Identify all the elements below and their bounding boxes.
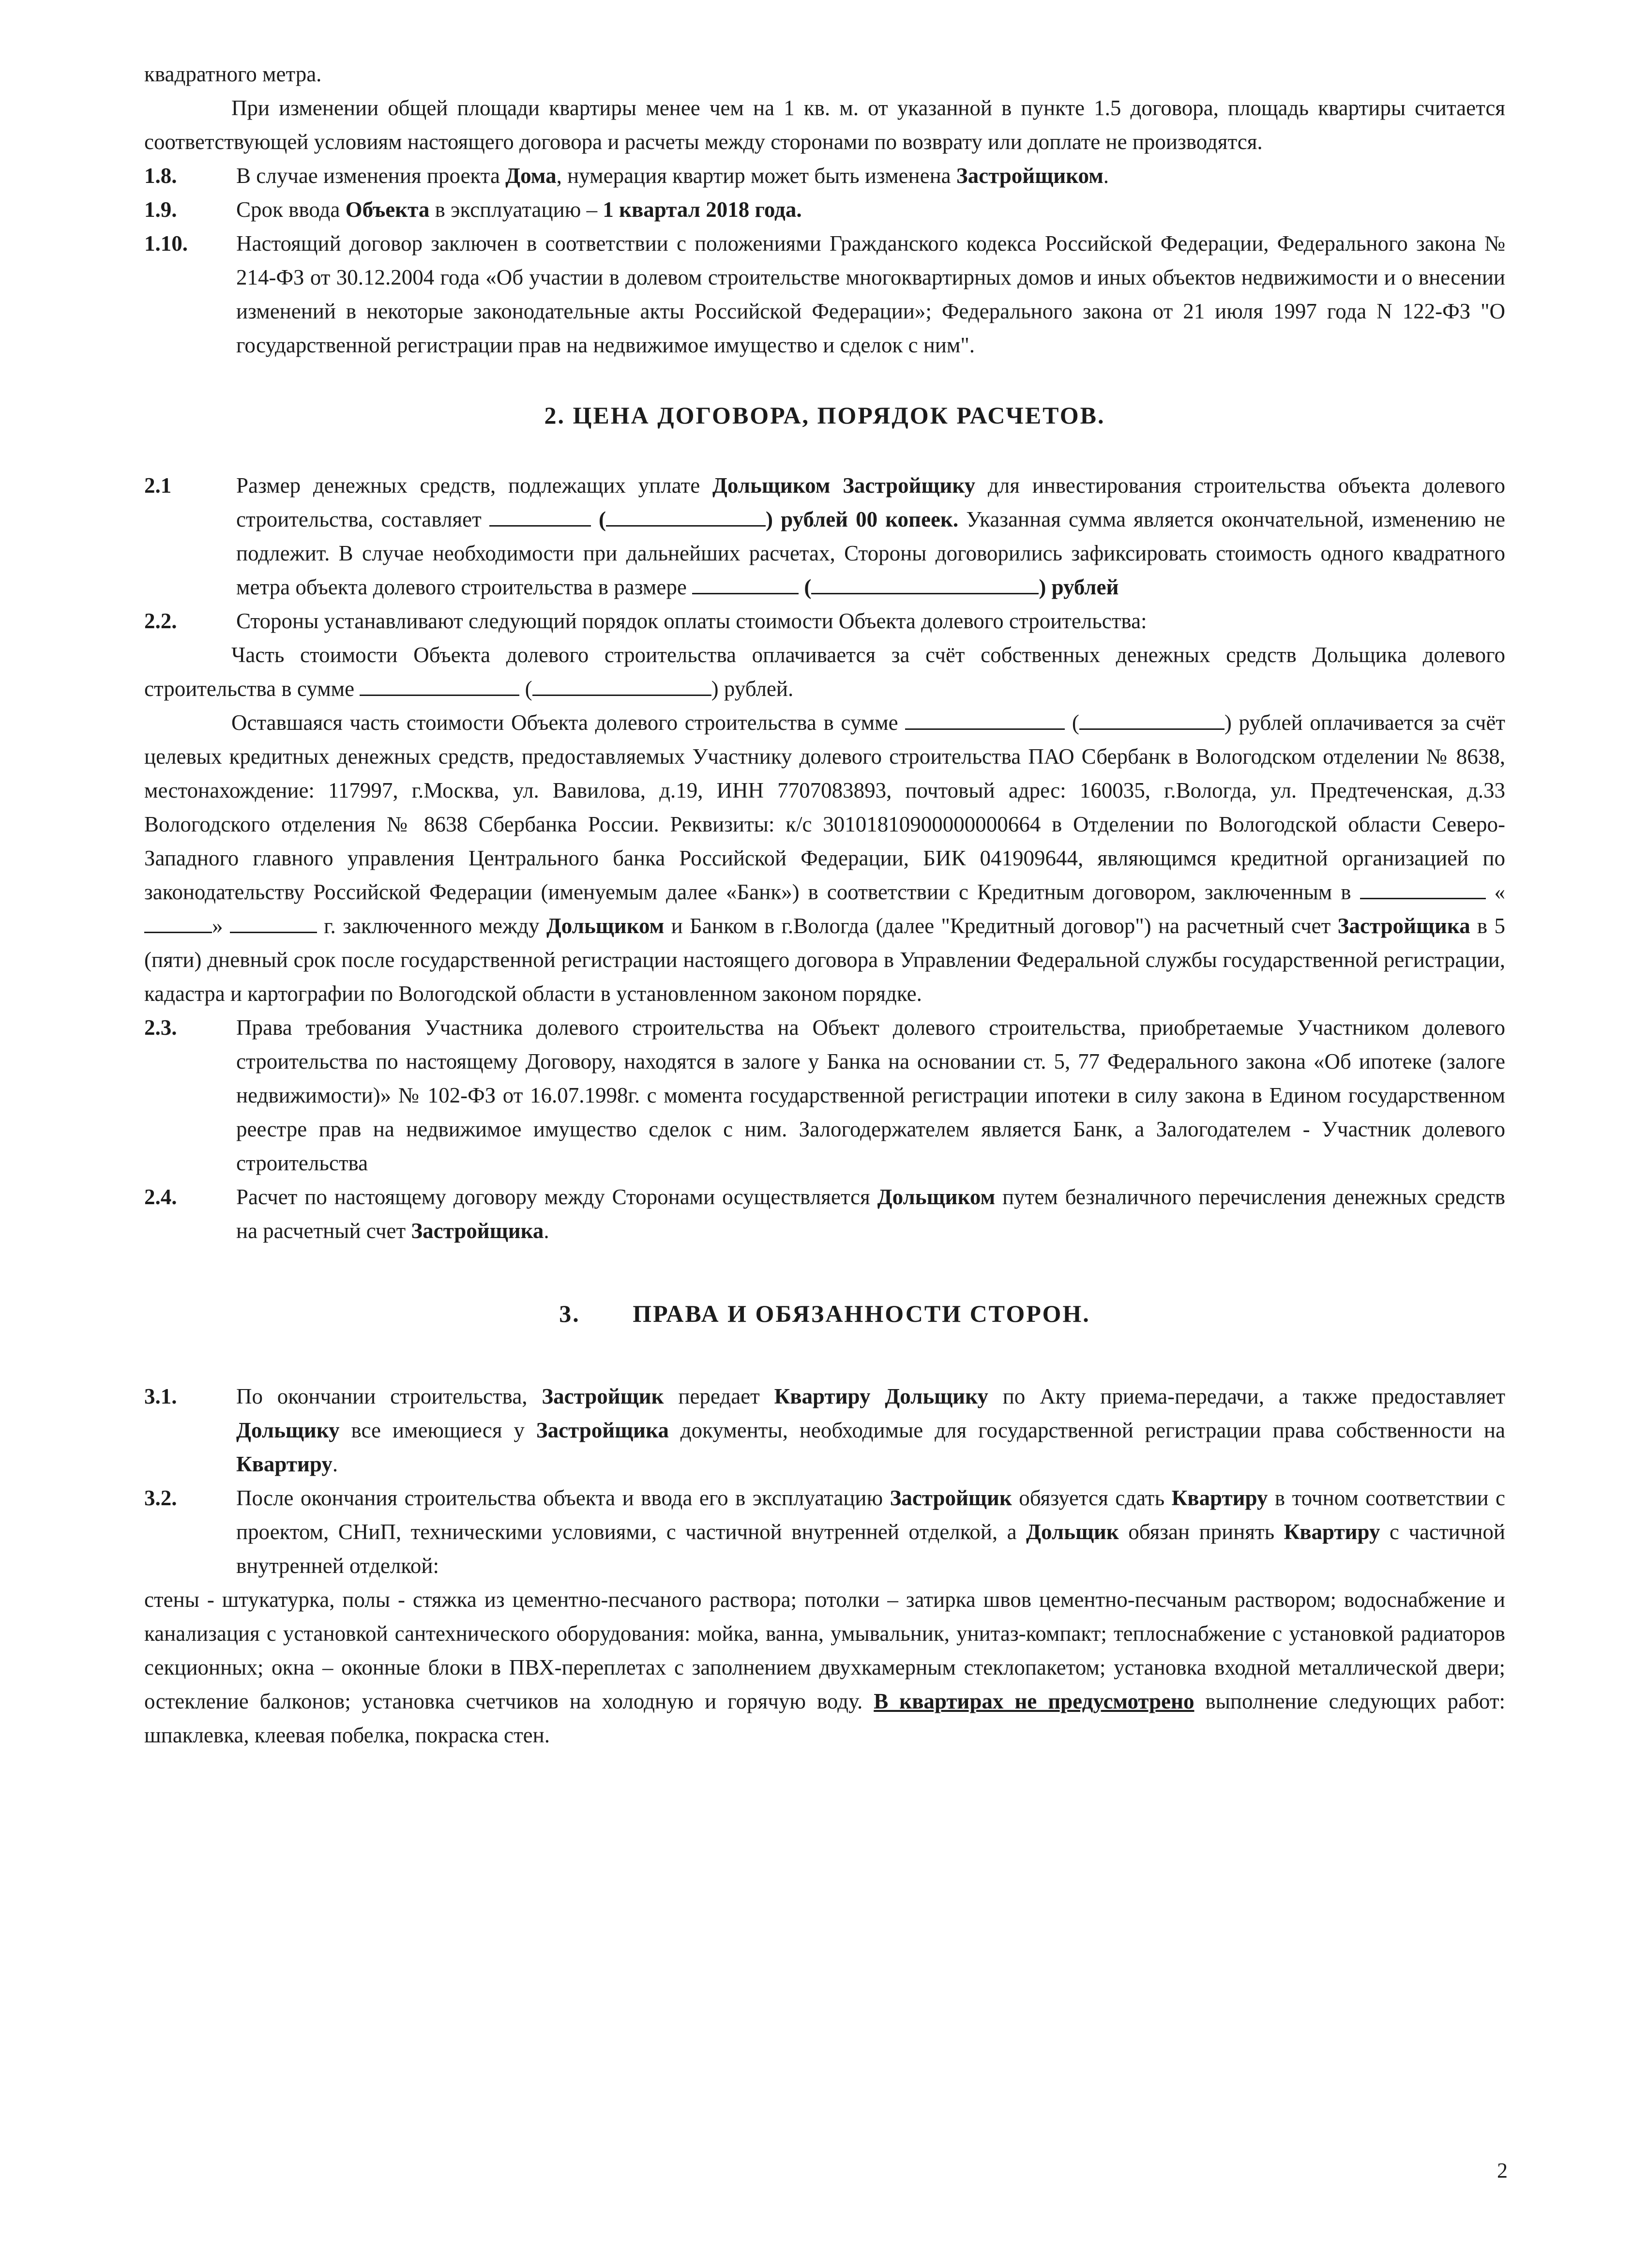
clause-2-1: [144, 469, 1505, 604]
lead-line: квадратного метра.: [144, 62, 322, 86]
clause-number: 2.4.: [144, 1185, 177, 1209]
section-3-title: 3. ПРАВА И ОБЯЗАННОСТИ СТОРОН.: [559, 1300, 1090, 1327]
clause-number: 1.10.: [144, 231, 188, 256]
clause-2-3: [144, 1011, 1505, 1180]
finishing-paragraph: стены - штукатурка, полы - стяжка из цементно-песчаного раствора; потолки – затирка швов цементно-песчаным раствором; водоснабжение и канализация с установкой сантехнического оборудования: мойка, ванна, умывальник, унитаз-компакт; теплоснабжение с установкой радиаторов секционных; окна – оконные блоки в ПВХ-переплетах с заполнением двухкамерным стеклопакетом; установка входной металлической двери; остекление балконов; установка счетчиков на холодную и горячую воду. В квартирах не предусмотрено выполнение следующих работ: шпаклевка, клеевая побелка, покраска стен.: [144, 1588, 1505, 1747]
clause-text: По окончании строительства, Застройщик передает Квартиру Дольщику по Акту приема-передачи, а также предоставляет Дольщику все имеющиеся у Застройщика документы, необходимые для государственной регистрации права собственности на Квартиру.: [236, 1384, 1505, 1476]
credit-funds-paragraph: Оставшаяся часть стоимости Объекта долевого строительства в сумме ( ) рублей оплачивается за счёт целевых кредитных денежных средств, предоставляемых Участнику долевого строительства ПАО Сбербанк в Вологодском отделении № 8638, местонахождение: 117997, г.Москва, ул. Вавилова, д.19, ИНН 7707083893, почтовый адрес: 160035, г.Вологда, ул. Предтеченская, д.33 Вологодского отделения № 8638 Сбербанка России. Реквизиты: к/с 30101810900000000664 в Отделении по Вологодской области Северо-Западного главного управления Центрального банка Российской Федерации, БИК 041909644, являющимся кредитной организацией по законодательству Российской Федерации (именуемым далее «Банк») в соответствии с Кредитным договором, заключенным в «» г. заключенного между Дольщиком и Банком в г.Вологда (далее "Кредитный договор") на расчетный счет Застройщика в 5 (пяти) дневный срок после государственной регистрации настоящего договора в Управлении Федеральной службы государственной регистрации, кадастра и картографии по Вологодской области в установленном законом порядке.: [144, 706, 1505, 1011]
clause-text: Стороны устанавливают следующий порядок оплаты стоимости Объекта долевого строительства:: [236, 609, 1147, 633]
clause-3-1: [144, 1379, 1505, 1481]
own-funds-blank: [360, 675, 519, 696]
clause-number: 3.1.: [144, 1384, 177, 1408]
clause-1-9: [144, 193, 1505, 227]
contract-place-blank: [1360, 878, 1486, 899]
clause-number: 2.1: [144, 473, 172, 498]
amount-words-blank: [606, 506, 766, 527]
clause-text: Размер денежных средств, подлежащих уплате Дольщиком Застройщику для инвестирования строительства объекта долевого строительства, составляет ( ) рублей 00 копеек. Указанная сумма является окончательной, изменению не подлежит. В случае необходимости при дальнейших расчетах, Стороны договорились зафиксировать стоимость одного квадратного метра объекта долевого строительства в размере ( ) рублей: [236, 473, 1506, 599]
clause-number: 2.3.: [144, 1015, 177, 1040]
area-note-paragraph: При изменении общей площади квартиры менее чем на 1 кв. м. от указанной в пункте 1.5 договора, площадь квартиры считается соответствующей условиям настоящего договора и расчеты между сторонами по возврату или доплате не производятся.: [144, 96, 1505, 154]
clause-1-8: [144, 159, 1505, 193]
sqm-price-words-blank: [811, 574, 1039, 594]
section-2-title: 2. ЦЕНА ДОГОВОРА, ПОРЯДОК РАСЧЕТОВ.: [544, 402, 1105, 429]
clause-text: Расчет по настоящему договору между Сторонами осуществляется Дольщиком путем безналичного перечисления денежных средств на расчетный счет Застройщика.: [236, 1185, 1505, 1243]
page-number: 2: [1497, 2159, 1508, 2182]
own-funds-words-blank: [532, 675, 711, 696]
contract-date-blank: [230, 912, 317, 933]
clause-text: После окончания строительства объекта и ввода его в эксплуатацию Застройщик обязуется сдать Квартиру в точном соответствии с проектом, СНиП, техническими условиями, с частичной внутренней отделкой, а Дольщик обязан принять Квартиру с частичной внутренней отделкой:: [236, 1486, 1506, 1578]
clause-number: 1.8.: [144, 164, 177, 188]
clause-3-2: [144, 1481, 1505, 1583]
credit-funds-blank: [905, 709, 1065, 730]
clause-text: В случае изменения проекта Дома, нумерация квартир может быть изменена Застройщиком.: [236, 164, 1109, 188]
clause-number: 1.9.: [144, 197, 177, 222]
sqm-price-blank: [692, 574, 799, 594]
clause-number: 3.2.: [144, 1486, 177, 1510]
clause-2-4: [144, 1180, 1505, 1248]
clause-text: Права требования Участника долевого строительства на Объект долевого строительства, приобретаемые Участником долевого строительства по настоящему Договору, находятся в залоге у Банка на основании ст. 5, 77 Федерального закона «Об ипотеке (залоге недвижимости)» № 102-ФЗ от 16.07.1998г. с момента государственной регистрации ипотеки в силу закона в Едином государственном реестре прав на недвижимое имущество сделок с ним. Залогодержателем является Банк, а Залогодателем - Участник долевого строительства: [236, 1015, 1505, 1175]
amount-blank: [489, 506, 591, 527]
own-funds-paragraph: Часть стоимости Объекта долевого строительства оплачивается за счёт собственных денежных средств Дольщика долевого строительства в сумме ( ) рублей.: [144, 643, 1505, 701]
clause-number: 2.2.: [144, 609, 177, 633]
clause-text: Срок ввода Объекта в эксплуатацию – 1 квартал 2018 года.: [236, 197, 802, 222]
clause-2-2: [144, 604, 1505, 638]
clause-1-10: [144, 227, 1505, 362]
document-body: [144, 57, 1505, 1752]
credit-funds-words-blank: [1079, 709, 1225, 730]
contract-day-blank: [144, 912, 212, 933]
clause-text: Настоящий договор заключен в соответствии с положениями Гражданского кодекса Российской Федерации, Федерального закона № 214-ФЗ от 30.12.2004 года «Об участии в долевом строительстве многоквартирных домов и иных объектов недвижимости и о внесении изменений в некоторые законодательные акты Российской Федерации»; Федерального закона от 21 июля 1997 года N 122-ФЗ "О государственной регистрации прав на недвижимое имущество и сделок с ним".: [236, 231, 1505, 357]
